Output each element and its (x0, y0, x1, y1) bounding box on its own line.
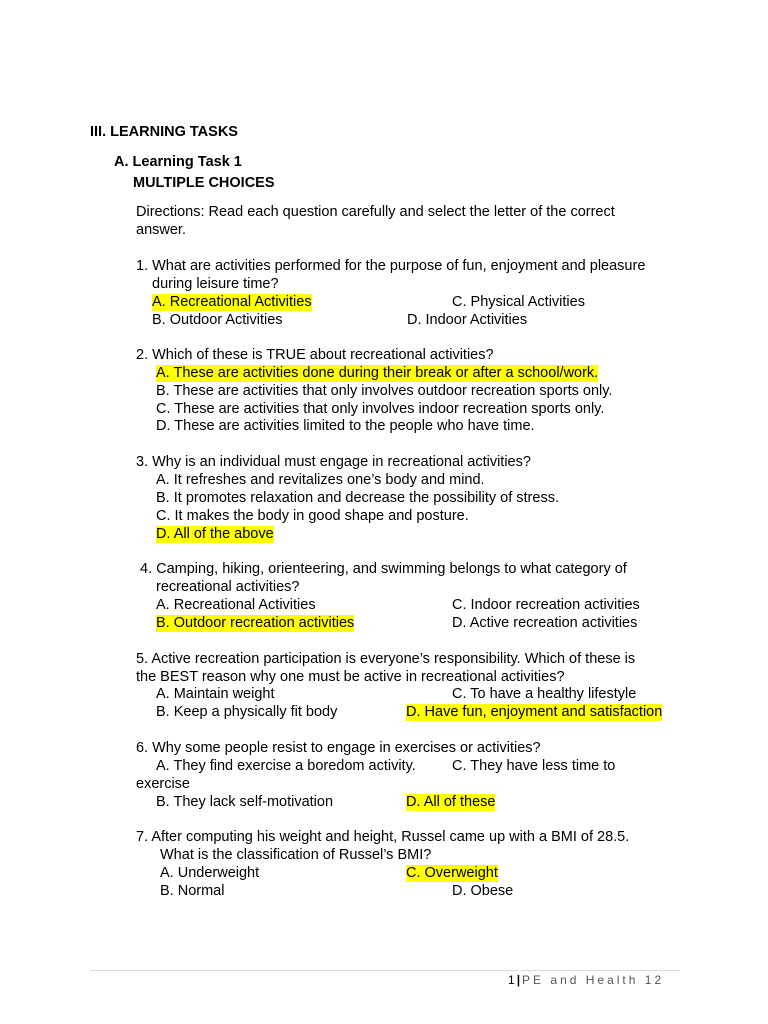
q1-option-c: C. Physical Activities (452, 294, 585, 310)
q2-option-c: C. These are activities that only involves indoor recreation sports only. (156, 401, 605, 417)
q4-question: 4. Camping, hiking, orienteering, and swimming belongs to what category of (140, 561, 627, 577)
q2-option-d: D. These are activities limited to the people who have time. (156, 418, 535, 434)
q1-question: 1. What are activities performed for the purpose of fun, enjoyment and pleasure (136, 258, 646, 274)
directions-line1: Directions: Read each question carefully and select the letter of the correct (136, 204, 615, 220)
q4-question-cont: recreational activities? (156, 579, 300, 595)
q3-option-b: B. It promotes relaxation and decrease the possibility of stress. (156, 490, 559, 506)
q4-option-c: C. Indoor recreation activities (452, 597, 640, 613)
q6-question: 6. Why some people resist to engage in exercises or activities? (136, 740, 541, 756)
footer-divider (90, 970, 680, 971)
q7-option-c: C. Overweight (406, 865, 498, 881)
q6-option-c: C. They have less time to (452, 758, 616, 774)
q1-option-b: B. Outdoor Activities (152, 312, 283, 328)
q1-option-a: A. Recreational Activities (152, 294, 312, 310)
page-footer (508, 973, 664, 987)
q3-option-c: C. It makes the body in good shape and posture. (156, 508, 469, 524)
q5-option-c: C. To have a healthy lifestyle (452, 686, 637, 702)
directions-line2: answer. (136, 222, 186, 238)
q1-question-cont: during leisure time? (152, 276, 279, 292)
q5-option-a: A. Maintain weight (156, 686, 275, 702)
q6-option-b: B. They lack self-motivation (156, 794, 334, 810)
q6-option-c-cont: exercise (136, 776, 190, 792)
q2-question: 2. Which of these is TRUE about recreational activities? (136, 347, 494, 363)
q1-option-d: D. Indoor Activities (407, 312, 528, 328)
q4-option-a: A. Recreational Activities (156, 597, 316, 613)
task-title: A. Learning Task 1 (114, 154, 242, 170)
q4-option-d: D. Active recreation activities (452, 615, 638, 631)
q5-option-d: D. Have fun, enjoyment and satisfaction (406, 704, 663, 720)
q2-option-b: B. These are activities that only involves outdoor recreation sports only. (156, 383, 613, 399)
q5-question-cont: the BEST reason why one must be active in recreational activities? (136, 669, 565, 685)
task-subtitle: MULTIPLE CHOICES (133, 175, 275, 191)
q2-option-a: A. These are activities done during their break or after a school/work. (156, 365, 599, 381)
q7-question: 7. After computing his weight and height, Russel came up with a BMI of 28.5. (136, 829, 630, 845)
q7-option-b: B. Normal (160, 883, 225, 899)
section-title: III. LEARNING TASKS (90, 124, 238, 140)
q6-option-a: A. They find exercise a boredom activity. (156, 758, 416, 774)
q7-option-a: A. Underweight (160, 865, 260, 881)
page-number: 1 (508, 973, 515, 987)
q6-option-d: D. All of these (406, 794, 496, 810)
footer-subject: PE and Health 12 (522, 973, 665, 987)
q3-option-a: A. It refreshes and revitalizes one’s body and mind. (156, 472, 485, 488)
footer-separator: | (516, 973, 521, 987)
q4-option-b: B. Outdoor recreation activities (156, 615, 355, 631)
q7-question-cont: What is the classification of Russel’s BMI? (160, 847, 432, 863)
q3-question: 3. Why is an individual must engage in recreational activities? (136, 454, 531, 470)
q3-option-d: D. All of the above (156, 526, 274, 542)
q5-question: 5. Active recreation participation is everyone’s responsibility. Which of these is (136, 651, 636, 667)
q7-option-d: D. Obese (452, 883, 514, 899)
q5-option-b: B. Keep a physically fit body (156, 704, 338, 720)
